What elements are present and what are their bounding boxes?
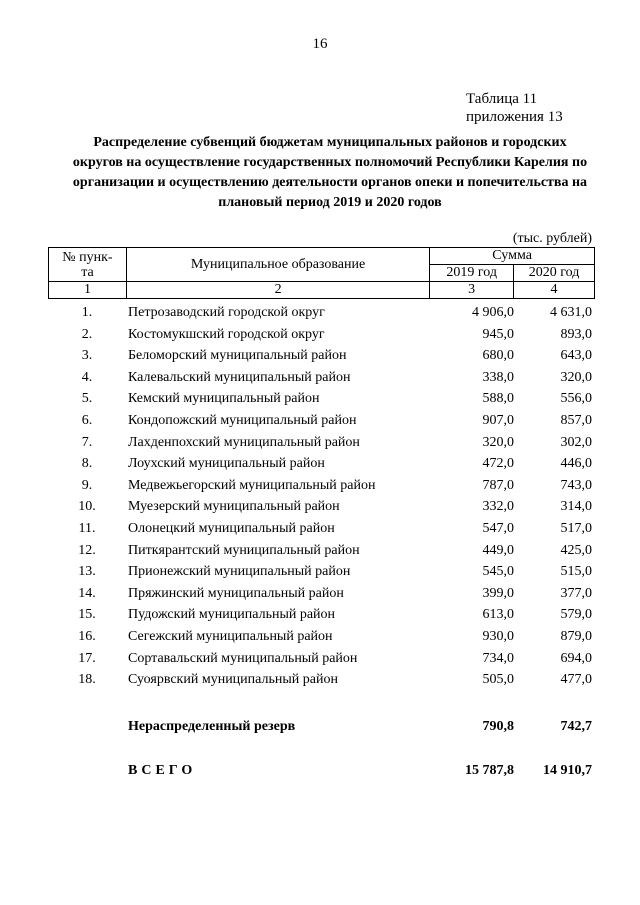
- row-municipality: Муезерский муниципальный район: [128, 499, 340, 515]
- row-municipality: Кемский муниципальный район: [128, 391, 320, 407]
- row-municipality: Питкярантский муниципальный район: [128, 542, 360, 558]
- page-number: 16: [312, 36, 328, 52]
- row-municipality: Сортавальский муниципальный район: [128, 650, 358, 666]
- row-2019: 680,0: [482, 348, 514, 364]
- row-2019: 399,0: [482, 585, 514, 601]
- row-2020: 314,0: [560, 499, 592, 515]
- total-label: ВСЕГО: [128, 763, 197, 778]
- header-index-3: 3: [430, 282, 514, 299]
- header-2019: 2019 год: [430, 265, 514, 282]
- row-2019: 588,0: [482, 391, 514, 407]
- row-2019: 734,0: [482, 650, 514, 666]
- row-2019: 545,0: [482, 564, 514, 580]
- reserve-label: Нераспределенный резерв: [128, 719, 296, 734]
- row-municipality: Медвежьегорский муниципальный район: [128, 477, 376, 493]
- table-row: [48, 475, 595, 497]
- document-title: Распределение субвенций бюджетам муниципальных районов и городских округов на осуществление государственных полномочий Республики Карелия по организации и осуществлению деятельности органов опеки и попечительства на плановый период 2019 и 2020 годов: [72, 135, 588, 210]
- row-2019: 907,0: [482, 412, 514, 428]
- header-index-4: 4: [514, 282, 595, 299]
- row-municipality: Пряжинский муниципальный район: [128, 585, 344, 601]
- row-number: 17.: [78, 650, 96, 666]
- table-row: [48, 604, 595, 626]
- row-municipality: Сегежский муниципальный район: [128, 628, 333, 644]
- table-body: [48, 302, 595, 691]
- row-municipality: Лахденпохский муниципальный район: [128, 434, 360, 450]
- row-municipality: Прионежский муниципальный район: [128, 564, 351, 580]
- row-2019: 320,0: [482, 434, 514, 450]
- row-number: 12.: [78, 542, 96, 558]
- table-row: [48, 540, 595, 562]
- row-2020: 879,0: [560, 628, 592, 644]
- row-number: 8.: [81, 456, 93, 472]
- table-row: [48, 302, 595, 324]
- row-2019: 449,0: [482, 542, 514, 558]
- row-2019: 332,0: [482, 499, 514, 515]
- header-num-line1: № пунк-: [62, 249, 113, 265]
- header-index-1: 1: [49, 282, 127, 299]
- row-2020: 477,0: [560, 672, 592, 688]
- row-2020: 425,0: [560, 542, 592, 558]
- row-number: 3.: [81, 348, 93, 364]
- row-2020: 694,0: [560, 650, 592, 666]
- row-2019: 505,0: [482, 672, 514, 688]
- row-municipality: Костомукшский городской округ: [128, 326, 325, 342]
- row-2020: 579,0: [560, 607, 592, 623]
- table-row: [48, 496, 595, 518]
- row-municipality: Суоярвский муниципальный район: [128, 672, 338, 688]
- row-number: 13.: [78, 564, 96, 580]
- row-2020: 377,0: [560, 585, 592, 601]
- row-municipality: Лоухский муниципальный район: [128, 456, 325, 472]
- row-2019: 547,0: [482, 520, 514, 536]
- table-reference: [466, 90, 563, 126]
- reserve-2020: 742,7: [560, 719, 592, 734]
- row-2020: 320,0: [560, 369, 592, 385]
- table-row: [48, 669, 595, 691]
- reserve-2019: 790,8: [482, 719, 514, 734]
- row-2019: 930,0: [482, 628, 514, 644]
- table-row: [48, 518, 595, 540]
- row-number: 9.: [81, 477, 93, 493]
- row-municipality: Пудожский муниципальный район: [128, 607, 336, 623]
- total-2019: 15 787,8: [465, 763, 514, 778]
- header-num: [49, 248, 127, 282]
- row-2020: 4 631,0: [550, 305, 592, 320]
- row-2019: 338,0: [482, 369, 514, 385]
- row-2020: 556,0: [560, 391, 592, 407]
- row-2020: 515,0: [560, 564, 592, 580]
- row-number: 6.: [81, 412, 93, 428]
- row-municipality: Кондопожский муниципальный район: [128, 412, 357, 428]
- row-number: 5.: [81, 391, 93, 407]
- table-ref-line1: Таблица 11: [466, 91, 538, 107]
- row-number: 11.: [78, 520, 96, 536]
- header-2020: 2020 год: [514, 265, 595, 282]
- row-2020: 893,0: [560, 326, 592, 342]
- row-2019: 472,0: [482, 456, 514, 472]
- table-row: [48, 410, 595, 432]
- row-2020: 743,0: [560, 477, 592, 493]
- table-row: [48, 388, 595, 410]
- table-row: [48, 432, 595, 454]
- reserve-row: [48, 716, 595, 738]
- row-municipality: Петрозаводский городской округ: [128, 305, 325, 320]
- row-2020: 857,0: [560, 412, 592, 428]
- header-index-2: 2: [126, 282, 429, 299]
- header-municipality: Муниципальное образование: [126, 248, 429, 282]
- table-header: [48, 247, 595, 299]
- row-municipality: Калевальский муниципальный район: [128, 369, 351, 385]
- header-num-line2: та: [81, 264, 94, 280]
- row-number: 14.: [78, 585, 96, 601]
- row-2019: 787,0: [482, 477, 514, 493]
- row-number: 10.: [78, 499, 96, 515]
- row-number: 2.: [81, 326, 93, 342]
- table-row: [48, 324, 595, 346]
- table-row: [48, 561, 595, 583]
- table-row: [48, 345, 595, 367]
- row-municipality: Олонецкий муниципальный район: [128, 520, 335, 536]
- table-row: [48, 367, 595, 389]
- table-row: [48, 583, 595, 605]
- table-ref-line2: приложения 13: [466, 109, 563, 125]
- total-2020: 14 910,7: [543, 763, 592, 778]
- units-label: (тыс. рублей): [512, 231, 592, 246]
- row-2020: 643,0: [560, 348, 592, 364]
- row-2019: 4 906,0: [472, 305, 514, 320]
- row-2020: 302,0: [560, 434, 592, 450]
- row-2019: 945,0: [482, 326, 514, 342]
- table-row: [48, 648, 595, 670]
- header-sum: Сумма: [430, 248, 595, 265]
- row-number: 18.: [78, 672, 96, 688]
- row-2019: 613,0: [482, 607, 514, 623]
- row-number: 4.: [81, 369, 93, 385]
- row-number: 7.: [81, 434, 93, 450]
- row-municipality: Беломорский муниципальный район: [128, 348, 347, 364]
- row-2020: 517,0: [560, 520, 592, 536]
- total-row: [48, 760, 595, 782]
- row-number: 15.: [78, 607, 96, 623]
- row-2020: 446,0: [560, 456, 592, 472]
- row-number: 16.: [78, 628, 96, 644]
- row-number: 1.: [81, 305, 93, 320]
- table-row: [48, 626, 595, 648]
- table-row: [48, 453, 595, 475]
